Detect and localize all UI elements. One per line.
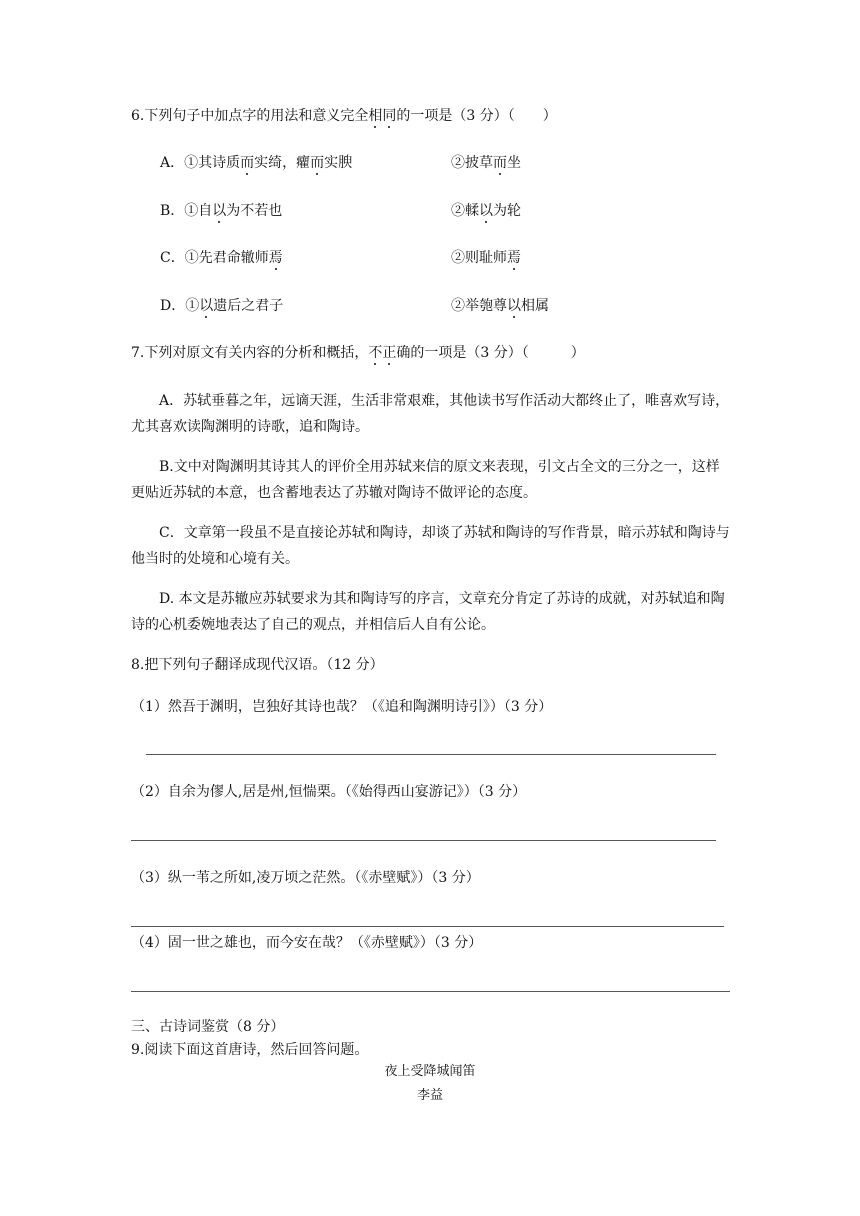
- dotted-char: 而: [310, 155, 325, 171]
- q7-option-d: D. 本文是苏辙应苏轼要求为其和陶诗写的序言，文章充分肯定了苏诗的成就，对苏轼追和陶诗的心机委婉地表达了自己的观点，并相信后人自有公论。: [131, 591, 725, 633]
- q9-stem: 9.阅读下面这首唐诗，然后回答问题。: [131, 1042, 369, 1058]
- option-text: 坐: [507, 155, 521, 171]
- q7-stem: 7.下列对原文有关内容的分析和概括，不正确的一项是（3 分）（ ）: [131, 345, 585, 361]
- option-text: A．①其诗质: [160, 155, 241, 171]
- option-text: 为不若也: [226, 203, 283, 219]
- q6-option-b-left: [160, 201, 282, 221]
- q7-option-c: C．文章第一段虽不是直接论苏轼和陶诗，却谈了苏轼和陶诗的写作背景，暗示苏轼和陶诗与他当时的处境和心境有关。: [131, 525, 730, 567]
- dotted-char: 以: [479, 203, 493, 219]
- q6-option-d-right: [451, 296, 549, 316]
- option-text: 实绮，癯: [254, 155, 311, 171]
- q6-stem-dot-2: 同: [382, 108, 397, 124]
- option-text: D．①: [160, 298, 200, 314]
- poem-title: 夜上受降城闻笛: [384, 1064, 476, 1079]
- q7-option-a: A．苏轼垂暮之年，远谪天涯，生活非常艰难，其他读书写作活动大都终止了，唯喜欢写诗，尤其喜欢读陶渊明的诗歌，追和陶诗。: [131, 393, 730, 435]
- dotted-char: 以: [212, 203, 227, 219]
- dotted-char: 以: [507, 298, 521, 314]
- q7-stem-dot-2: 正: [382, 345, 397, 361]
- q6-option-a-left: [160, 153, 352, 173]
- dotted-char: 焉: [507, 250, 521, 266]
- q6-stem: 6.下列句子中加点字的用法和意义完全相同的一项是（3 分）（ ）: [131, 108, 557, 124]
- q8-item-4: （4）固一世之雄也，而今安在哉？（《赤壁赋》）（3 分）: [131, 935, 483, 951]
- option-text: ②披草: [451, 155, 493, 171]
- q8-item-1: （1）然吾于渊明，岂独好其诗也哉？（《追和陶渊明诗引》）（3 分）: [131, 699, 553, 715]
- q8-item-2: （2）自余为僇人,居是州,恒惴栗。（《始得西山宴游记》）（3 分）: [131, 784, 527, 800]
- section3-title: 三、古诗词鉴赏（8 分）: [131, 1019, 285, 1035]
- answer-line-1[interactable]: [146, 754, 716, 755]
- q7-option-b: B.文中对陶渊明其诗其人的评价全用苏轼来信的原文来表现，引文占全文的三分之一，这样更贴近苏轼的本意，也含蓄地表达了苏辙对陶诗不做评论的态度。: [131, 459, 720, 501]
- dotted-char: 而: [240, 155, 255, 171]
- q6-option-a-right: [451, 153, 521, 173]
- option-text: C．①先君命辙师: [160, 250, 269, 266]
- poem-author: 李益: [416, 1088, 443, 1103]
- answer-line-2[interactable]: [131, 840, 716, 841]
- option-text: ②则耻师: [451, 250, 507, 266]
- option-text: 遗后之君子: [213, 298, 284, 314]
- option-text: 相属: [521, 298, 549, 314]
- answer-line-4[interactable]: [131, 991, 730, 992]
- option-text: 实腴: [324, 155, 353, 171]
- q6-option-c-right: [451, 248, 521, 268]
- option-text: B．①自: [160, 203, 213, 219]
- dotted-char: 焉: [268, 250, 283, 266]
- q7-stem-dot-1: 不: [368, 345, 383, 361]
- dotted-char: 而: [493, 155, 507, 171]
- q8-stem: 8.把下列句子翻译成现代汉语。（12 分）: [131, 657, 384, 673]
- q6-stem-dot-1: 相: [368, 108, 383, 124]
- option-text: ②輮: [451, 203, 479, 219]
- q6-option-d-left: [160, 296, 283, 316]
- answer-line-3[interactable]: [131, 926, 724, 927]
- q6-option-c-left: [160, 248, 283, 268]
- option-text: 为轮: [493, 203, 521, 219]
- dotted-char: 以: [199, 298, 214, 314]
- q8-item-3: （3）纵一苇之所如,凌万顷之茫然。（《赤壁赋》）（3 分）: [131, 870, 480, 886]
- option-text: ②举匏尊: [451, 298, 507, 314]
- q6-option-b-right: [451, 201, 521, 221]
